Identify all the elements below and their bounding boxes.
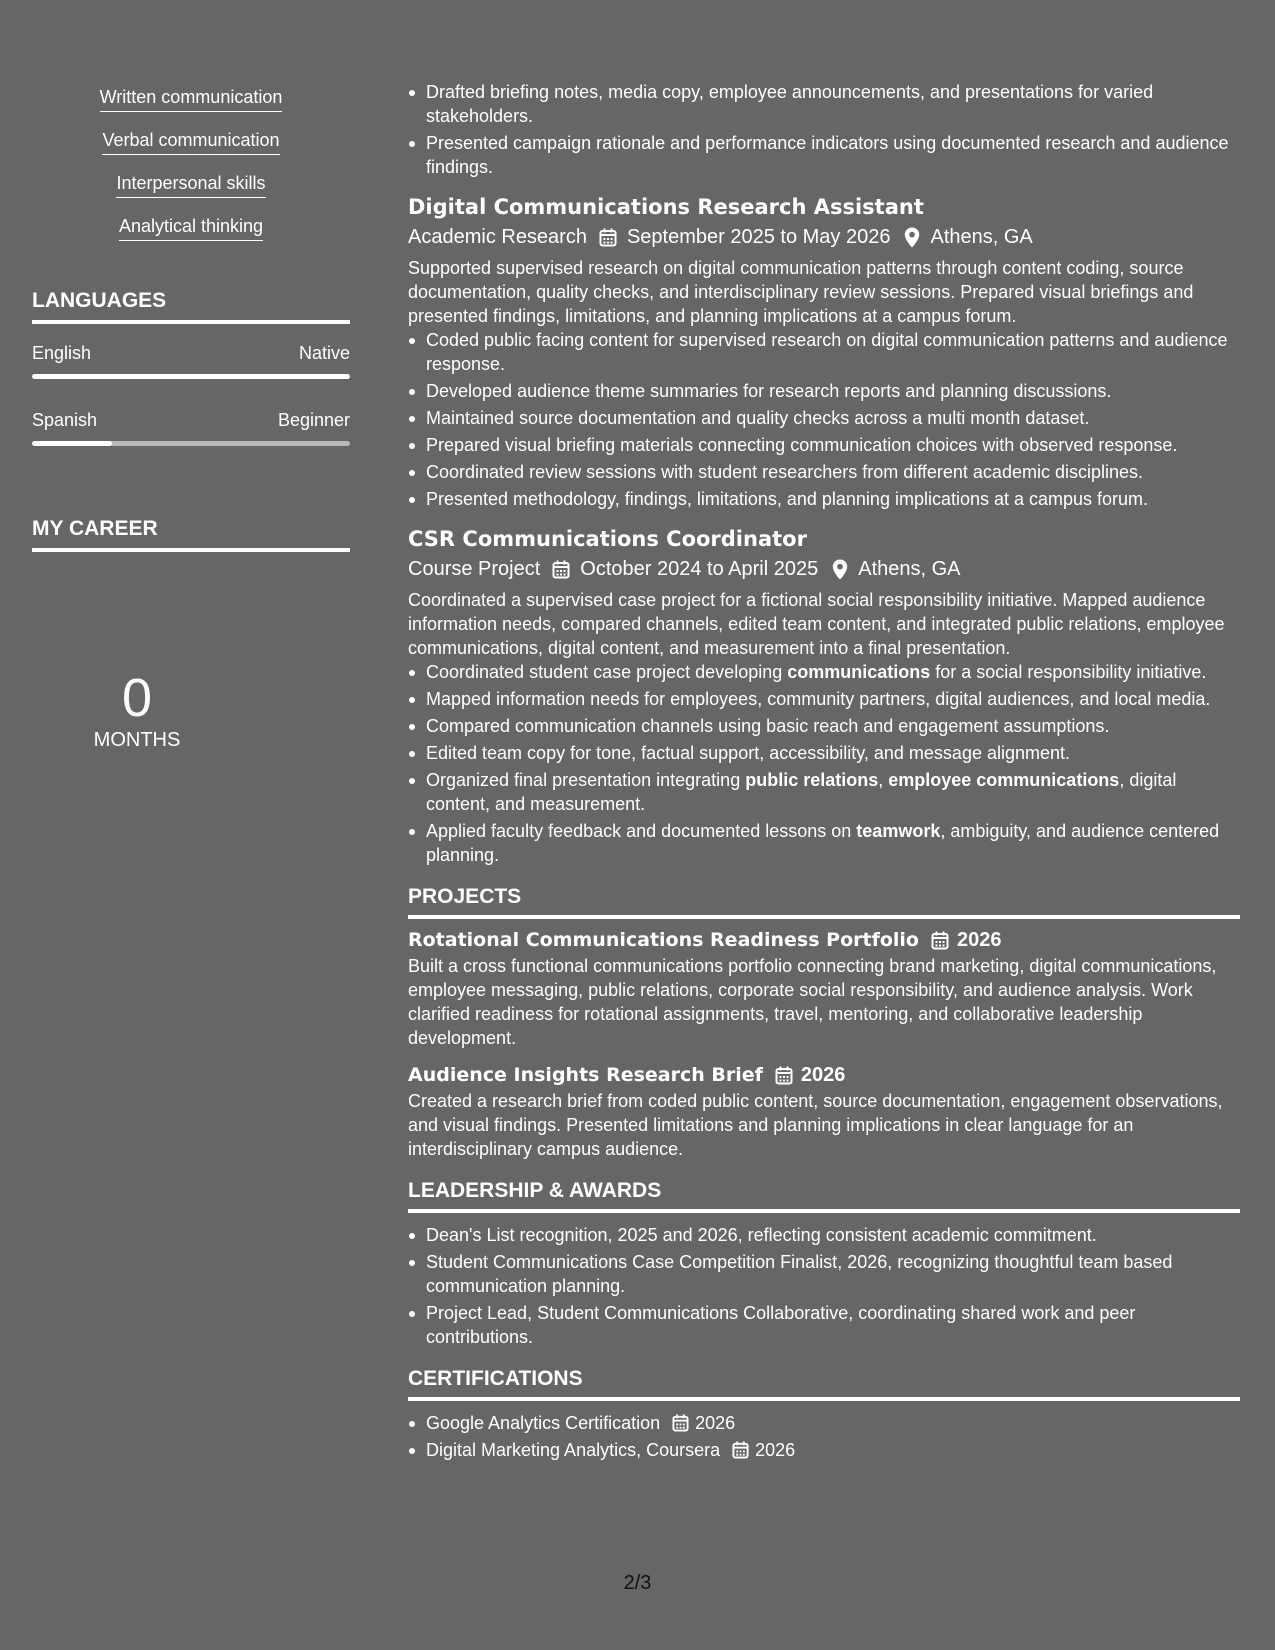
- project-entry: [408, 927, 1240, 1050]
- bullet-item: Project Lead, Student Communications Collaborative, coordinating shared work and peer contributions.: [408, 1301, 1240, 1349]
- project-title: Audience Insights Research Brief: [408, 1064, 763, 1086]
- job-description: Coordinated a supervised case project for a fictional social responsibility initiative. Mapped audience information needs, compared channels, edited team content, and integrated public relations, employee communications, digital content, and measurement into a final presentation.: [408, 590, 1225, 658]
- language-level: Beginner: [277, 410, 350, 430]
- project-description: Built a cross functional communications portfolio connecting brand marketing, digital communications, employee messaging, public relations, corporate social responsibility, and audience analysis. Work clarified readiness for rotational assignments, travel, mentoring, and collaborative leadership development.: [408, 956, 1217, 1048]
- language-proficiency-fill: [32, 441, 112, 446]
- certification-name: Google Analytics Certification: [426, 1413, 661, 1433]
- bullet-item: Coded public facing content for supervised research on digital communication patterns and audience response.: [408, 328, 1240, 376]
- languages-heading: LANGUAGES: [32, 288, 350, 324]
- bullet-item: Dean's List recognition, 2025 and 2026, reflecting consistent academic commitment.: [408, 1223, 1240, 1247]
- job-entry: [408, 525, 1240, 867]
- job-dates: October 2024 to April 2025: [580, 558, 819, 580]
- calendar-icon: [775, 1066, 793, 1085]
- leadership-list: [408, 1223, 1240, 1349]
- bullet-item: Maintained source documentation and quality checks across a multi month dataset.: [408, 406, 1240, 430]
- certification-year: 2026: [755, 1440, 796, 1460]
- certification-item: [408, 1438, 1240, 1462]
- bold-keyword: employee communications: [888, 770, 1120, 790]
- job-company: Academic Research: [408, 226, 587, 248]
- bullet-item: Drafted briefing notes, media copy, employee announcements, and presentations for varied stakeholders.: [408, 80, 1240, 128]
- calendar-icon: [931, 931, 949, 950]
- bullet-item: Student Communications Case Competition Finalist, 2026, recognizing thoughtful team based communication planning.: [408, 1250, 1240, 1298]
- project-title: Rotational Communications Readiness Portfolio: [408, 929, 919, 951]
- calendar-icon: [599, 228, 617, 247]
- calendar-icon: [552, 560, 570, 579]
- certifications-list: [408, 1411, 1240, 1462]
- location-pin-icon: [832, 559, 848, 580]
- skill-item: Written communication: [100, 86, 283, 112]
- certification-item: [408, 1411, 1240, 1435]
- projects-heading: PROJECTS: [408, 883, 1240, 919]
- skill-item: Analytical thinking: [119, 215, 263, 241]
- job-title: Digital Communications Research Assistant: [408, 195, 924, 219]
- language-english: [32, 342, 350, 379]
- bold-keyword: communications: [787, 662, 931, 682]
- bullet-item: Mapped information needs for employees, community partners, digital audiences, and local media.: [408, 687, 1240, 711]
- career-value: 0: [121, 668, 153, 728]
- skill-item: Interpersonal skills: [116, 172, 265, 198]
- bullet-item: Presented methodology, findings, limitations, and planning implications at a campus forum.: [408, 487, 1240, 511]
- job-title: CSR Communications Coordinator: [408, 527, 807, 551]
- project-year: 2026: [800, 1064, 846, 1086]
- bullet-item: Edited team copy for tone, factual support, accessibility, and message alignment.: [408, 741, 1240, 765]
- bullet-item: Prepared visual briefing materials connecting communication choices with observed response.: [408, 433, 1240, 457]
- project-description: Created a research brief from coded public content, source documentation, engagement observations, and visual findings. Presented limitations and planning implications in clear language for an interdisciplinary campus audience.: [408, 1091, 1223, 1159]
- bullet-item: Presented campaign rationale and performance indicators using documented research and audience findings.: [408, 131, 1240, 179]
- certification-name: Digital Marketing Analytics, Coursera: [426, 1440, 721, 1460]
- skills-list: [32, 86, 350, 258]
- job-entry: [408, 193, 1240, 511]
- job-company: Course Project: [408, 558, 541, 580]
- location-pin-icon: [904, 227, 920, 248]
- career-heading: MY CAREER: [32, 516, 350, 552]
- bold-keyword: teamwork: [856, 821, 941, 841]
- bullet-item: Coordinated review sessions with student researchers from different academic disciplines.: [408, 460, 1240, 484]
- job-location: Athens, GA: [930, 226, 1033, 248]
- previous-job-bullets: [408, 80, 1240, 179]
- page-number: 2/3: [623, 1572, 652, 1594]
- language-level: Native: [298, 343, 350, 363]
- bullet-item: Developed audience theme summaries for research reports and planning discussions.: [408, 379, 1240, 403]
- job-bullets: [408, 328, 1240, 511]
- skill-item: Verbal communication: [102, 129, 279, 155]
- job-meta: [408, 224, 1240, 250]
- certification-year: 2026: [695, 1413, 736, 1433]
- bold-keyword: public relations: [745, 770, 879, 790]
- bullet-item: Organized final presentation integrating public relations, employee communications, digital content, and measurement.: [408, 768, 1240, 816]
- language-name: English: [32, 343, 92, 363]
- career-unit: MONTHS: [93, 729, 181, 751]
- project-entry: [408, 1062, 1240, 1161]
- language-proficiency-bar: [32, 441, 350, 446]
- language-name: Spanish: [32, 410, 98, 430]
- language-spanish: [32, 409, 350, 446]
- language-proficiency-fill: [32, 374, 350, 379]
- job-location: Athens, GA: [858, 558, 961, 580]
- sidebar: [32, 86, 350, 752]
- certifications-heading: CERTIFICATIONS: [408, 1365, 1240, 1401]
- job-meta: [408, 556, 1240, 582]
- job-dates: September 2025 to May 2026: [626, 226, 891, 248]
- job-description: Supported supervised research on digital communication patterns through content coding, source documentation, quality checks, and interdisciplinary review sessions. Prepared visual briefings and presented findings, limitations, and planning implications at a campus forum.: [408, 258, 1194, 326]
- calendar-icon: [672, 1414, 689, 1432]
- leadership-heading: LEADERSHIP & AWARDS: [408, 1177, 1240, 1213]
- project-title-row: [408, 1062, 1240, 1088]
- bullet-item: Compared communication channels using basic reach and engagement assumptions.: [408, 714, 1240, 738]
- project-title-row: [408, 927, 1240, 953]
- bullet-item: Coordinated student case project developing communications for a social responsibility initiative.: [408, 660, 1240, 684]
- job-bullets: [408, 660, 1240, 867]
- career-duration: [32, 670, 242, 752]
- main-content: [408, 80, 1240, 1465]
- calendar-icon: [732, 1441, 749, 1459]
- project-year: 2026: [956, 929, 1002, 951]
- language-proficiency-bar: [32, 374, 350, 379]
- bullet-item: Applied faculty feedback and documented lessons on teamwork, ambiguity, and audience centered planning.: [408, 819, 1240, 867]
